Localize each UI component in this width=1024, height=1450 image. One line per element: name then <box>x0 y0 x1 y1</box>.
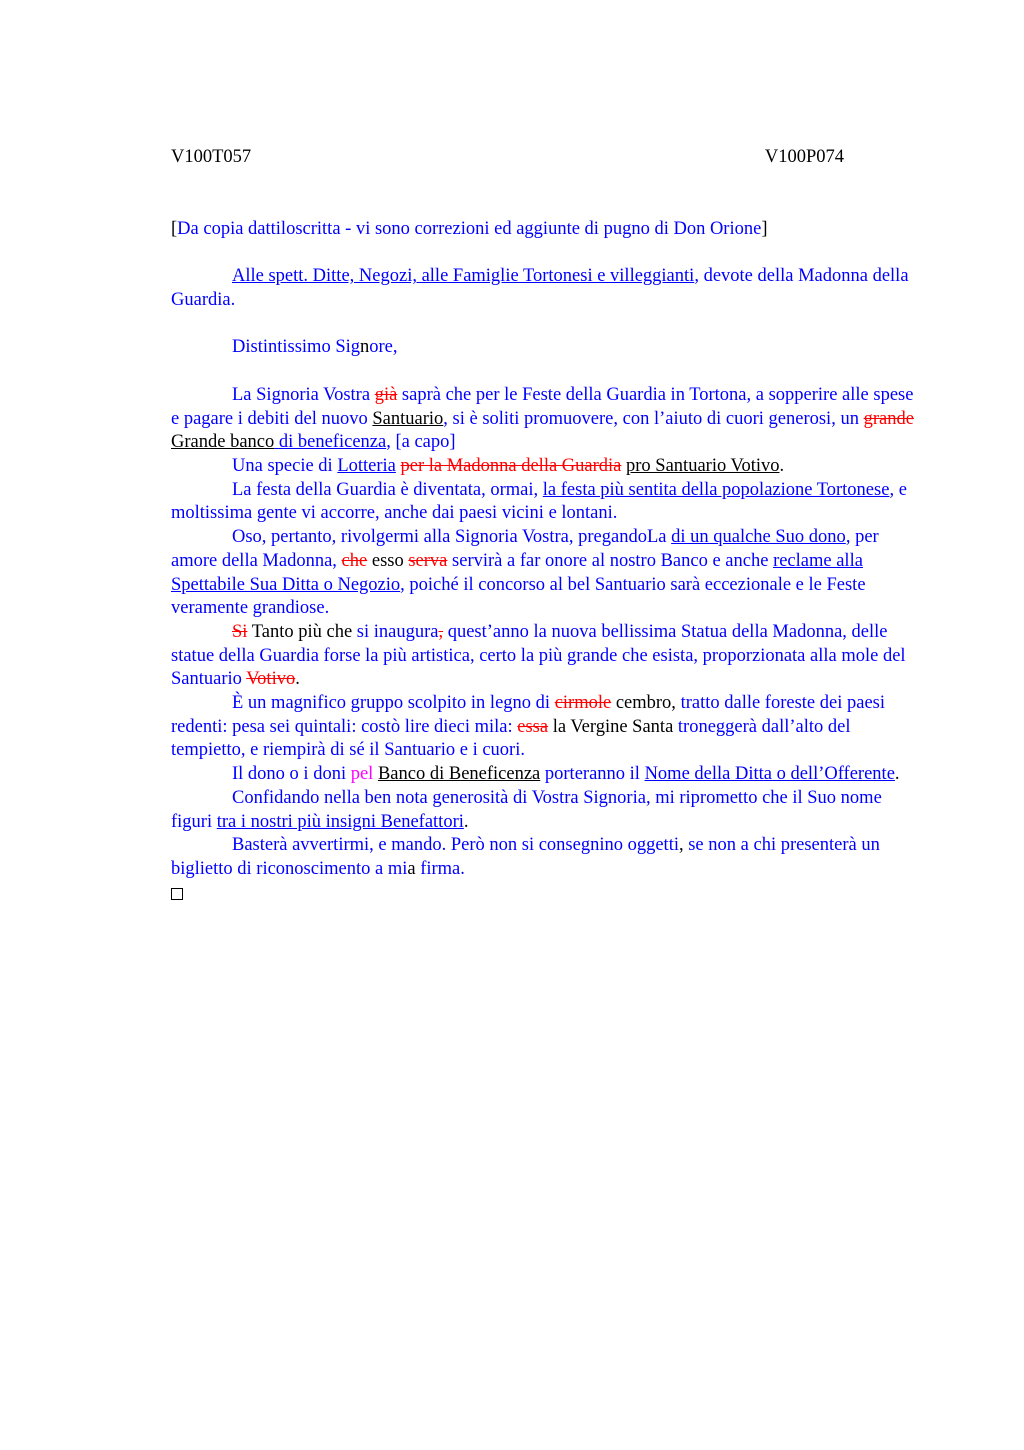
text-run: Oso, pertanto, rivolgermi alla Signoria Vostra, pregandoLa <box>232 527 672 548</box>
text-run: . <box>894 764 900 785</box>
deleted-text: Votivo <box>246 669 296 690</box>
text-run: se non a chi presenterà un biglietto di riconoscimento a mi <box>171 835 880 879</box>
paragraph-7 <box>171 763 926 787</box>
text-run: . <box>295 669 300 690</box>
editorial-note-text: Da copia dattiloscritta - vi sono correzioni ed aggiunte di pugno di Don Orione <box>177 219 762 239</box>
deleted-text: essa <box>517 716 549 737</box>
document-code-right: V100P074 <box>764 147 844 167</box>
text-run: servirà a far onore al nostro Banco e anche <box>447 550 774 571</box>
text-run: firma. <box>415 858 465 879</box>
text-run: saprà che per le Feste della Guardia in Tortona, a sopperire alle spese e pagare i debiti del nuovo <box>171 384 914 429</box>
paragraph-8 <box>171 787 926 834</box>
underlined-text: la festa più sentita della popolazione Tortonese <box>542 479 890 500</box>
salutation-part: Distintissimo Sig <box>232 337 360 358</box>
underlined-text: Grande banco <box>171 432 275 453</box>
text-run: , per amore della Madonna, <box>171 527 879 571</box>
salutation <box>171 336 926 360</box>
text-run: . <box>463 811 469 832</box>
deleted-text: grande <box>863 408 914 429</box>
bracket-close: ] <box>761 219 768 239</box>
paragraph-2 <box>171 455 926 479</box>
text-run: tratto dalle foreste dei paesi redenti: pesa sei quintali: costò lire dieci mila: <box>171 693 886 737</box>
deleted-text: , <box>438 621 444 642</box>
square-box-icon <box>171 888 183 900</box>
paragraph-1 <box>171 384 926 455</box>
paragraph-4 <box>171 526 926 621</box>
text-run: quest’anno la nuova bellissima Statua della Madonna, delle statue della Guardia forse la più artistica, certo la più grande che esista, proporzionata alla mole del Santuario <box>171 621 906 690</box>
address-rest: , devote della Madonna della Guardia. <box>171 266 909 311</box>
salutation-correction: n <box>360 337 370 358</box>
paragraph-6 <box>171 692 926 763</box>
document-page <box>171 146 926 907</box>
page-header <box>171 146 926 170</box>
paragraph-5 <box>171 621 926 692</box>
salutation-part: ore, <box>369 337 398 358</box>
text-run: Basterà avvertirmi, e mando. Però non si consegnino oggetti <box>232 835 679 856</box>
underlined-text: di un qualche Suo dono <box>671 527 846 548</box>
underlined-text: pro Santuario Votivo <box>626 455 780 476</box>
text-run: , poiché il concorso al bel Santuario sarà eccezionale e le Feste veramente grandiose. <box>171 574 866 619</box>
underlined-text: Lotteria <box>337 455 396 476</box>
text-run: a <box>407 858 416 879</box>
deleted-text: cirmole <box>554 693 612 714</box>
underlined-text: Santuario <box>372 408 444 429</box>
text-run: Una specie di <box>232 455 338 476</box>
paragraph-9 <box>171 834 926 881</box>
text-run: Tanto più che <box>247 621 353 642</box>
text-run: , si è soliti promuovere, con l’aiuto di cuori generosi, un <box>443 408 864 429</box>
editorial-note <box>171 218 926 242</box>
underlined-text: reclame alla Spettabile Sua Ditta o Negozio <box>171 550 863 595</box>
deleted-text: già <box>374 384 398 405</box>
underlined-text: di beneficenza <box>278 432 387 453</box>
deleted-text: Si <box>232 621 248 642</box>
underlined-text: Nome della Ditta o dell’Offerente <box>644 764 895 785</box>
text-run: cembro, <box>611 693 676 714</box>
text-run: È un magnifico gruppo scolpito in legno di <box>232 693 555 714</box>
underlined-text: Banco di Beneficenza <box>377 764 541 785</box>
text-run: , [a capo] <box>386 432 456 453</box>
text-run: si inaugura <box>352 621 439 642</box>
text-run: esso <box>367 550 409 571</box>
text-run: Confidando nella ben nota generosità di Vostra Signoria, mi riprometto che il Suo nome figuri <box>171 787 882 832</box>
address-paragraph <box>171 265 926 312</box>
text-run: troneggerà dall’alto del tempietto, e riempirà di sé il Santuario e i cuori. <box>171 716 851 761</box>
highlighted-text: pel <box>350 764 374 785</box>
document-code-left: V100T057 <box>171 147 252 167</box>
deleted-text: per la Madonna della Guardia <box>400 455 622 476</box>
text-run: porteranno il <box>540 764 645 785</box>
text-run: , e moltissima gente vi accorre, anche dai paesi vicini e lontani. <box>171 479 907 524</box>
text-run: . <box>779 455 785 476</box>
underlined-text: tra i nostri più insigni Benefattori <box>216 811 464 832</box>
deleted-text: serva <box>408 550 448 571</box>
text-run: , <box>678 835 684 856</box>
bracket-open: [ <box>171 219 178 239</box>
text-run: Il dono o i doni <box>232 764 351 785</box>
text-run: La Signoria Vostra <box>232 384 375 405</box>
text-run: la Vergine Santa <box>548 716 674 737</box>
deleted-text: che <box>341 550 368 571</box>
address-recipients: Alle spett. Ditte, Negozi, alle Famiglie Tortonesi e villeggianti <box>232 266 695 287</box>
paragraph-3 <box>171 479 926 526</box>
text-run: La festa della Guardia è diventata, ormai, <box>232 479 543 500</box>
